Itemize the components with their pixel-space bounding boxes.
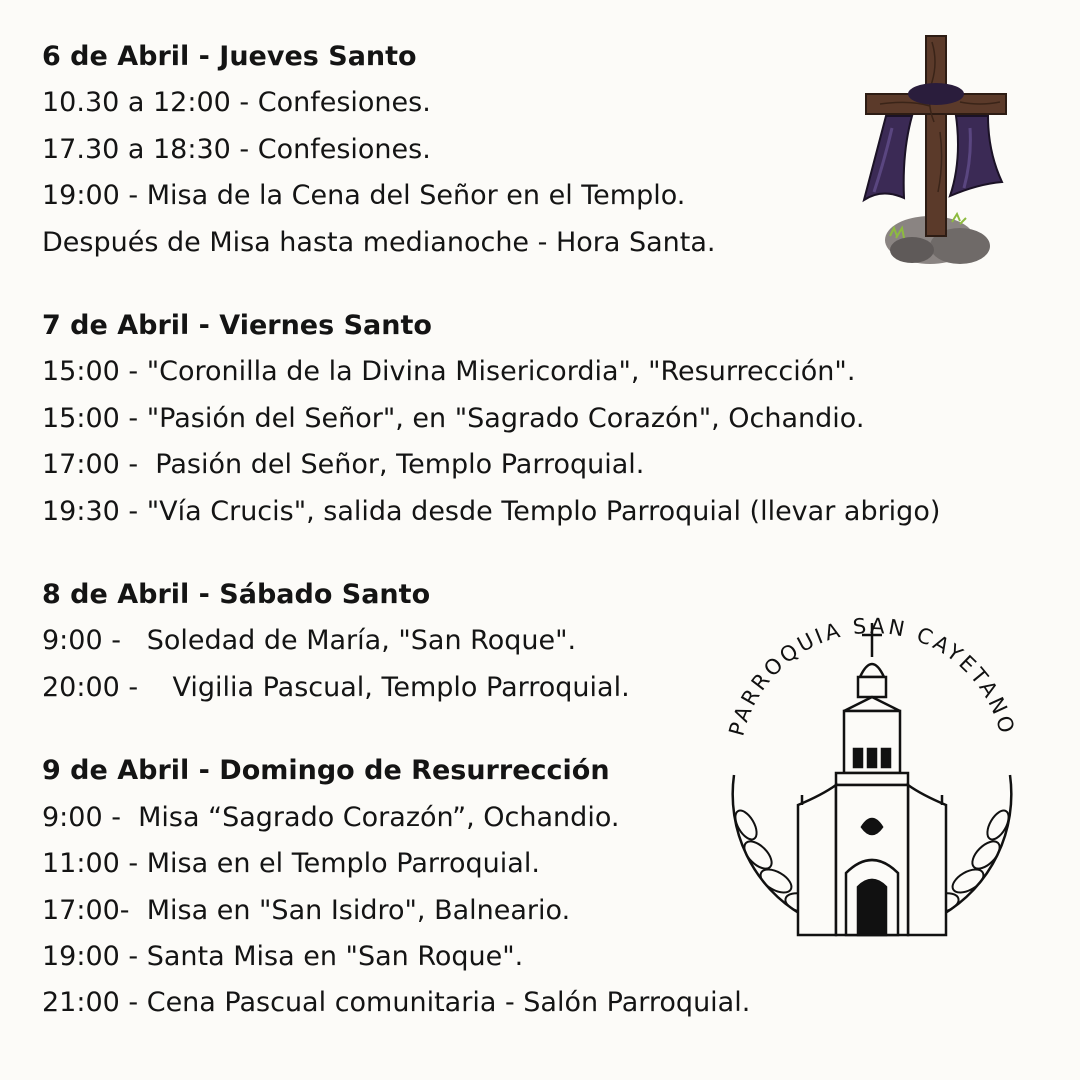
cross-with-cloth-icon xyxy=(860,32,1010,272)
schedule-line: 17:00- Misa en "San Isidro", Balneario. xyxy=(42,894,571,926)
schedule-line: 19:00 - Misa de la Cena del Señor en el Templo. xyxy=(42,180,686,212)
schedule-line: 10.30 a 12:00 - Confesiones. xyxy=(42,87,431,119)
day-title: 9 de Abril - Domingo de Resurrección xyxy=(42,755,610,787)
day-title: 6 de Abril - Jueves Santo xyxy=(42,41,417,72)
schedule-line: 15:00 - "Coronilla de la Divina Misericordia", "Resurrección". xyxy=(42,356,856,388)
schedule-line: 17:00 - Pasión del Señor, Templo Parroquial. xyxy=(42,449,645,481)
day-block-friday xyxy=(42,303,1032,535)
schedule-line: 17.30 a 18:30 - Confesiones. xyxy=(42,133,431,165)
schedule-line: 15:00 - "Pasión del Señor", en "Sagrado Corazón", Ochandio. xyxy=(42,402,865,434)
schedule-line: 19:30 - "Vía Crucis", salida desde Templo Parroquial (llevar abrigo) xyxy=(42,495,941,527)
logo-text: PARROQUIA SAN CAYETANO xyxy=(724,615,1020,739)
schedule-line: 9:00 - Soledad de María, "San Roque". xyxy=(42,625,577,657)
parish-church-logo-icon xyxy=(712,615,1032,955)
schedule-line: 9:00 - Misa “Sagrado Corazón”, Ochandio. xyxy=(42,801,620,833)
schedule-line: 21:00 - Cena Pascual comunitaria - Salón Parroquial. xyxy=(42,987,751,1019)
schedule-line: 11:00 - Misa en el Templo Parroquial. xyxy=(42,848,540,880)
day-title: 8 de Abril - Sábado Santo xyxy=(42,579,431,611)
schedule-line: Después de Misa hasta medianoche - Hora Santa. xyxy=(42,226,716,258)
schedule-line: 19:00 - Santa Misa en "San Roque". xyxy=(42,940,524,972)
day-title: 7 de Abril - Viernes Santo xyxy=(42,310,432,342)
schedule-line: 20:00 - Vigilia Pascual, Templo Parroquial. xyxy=(42,671,630,703)
